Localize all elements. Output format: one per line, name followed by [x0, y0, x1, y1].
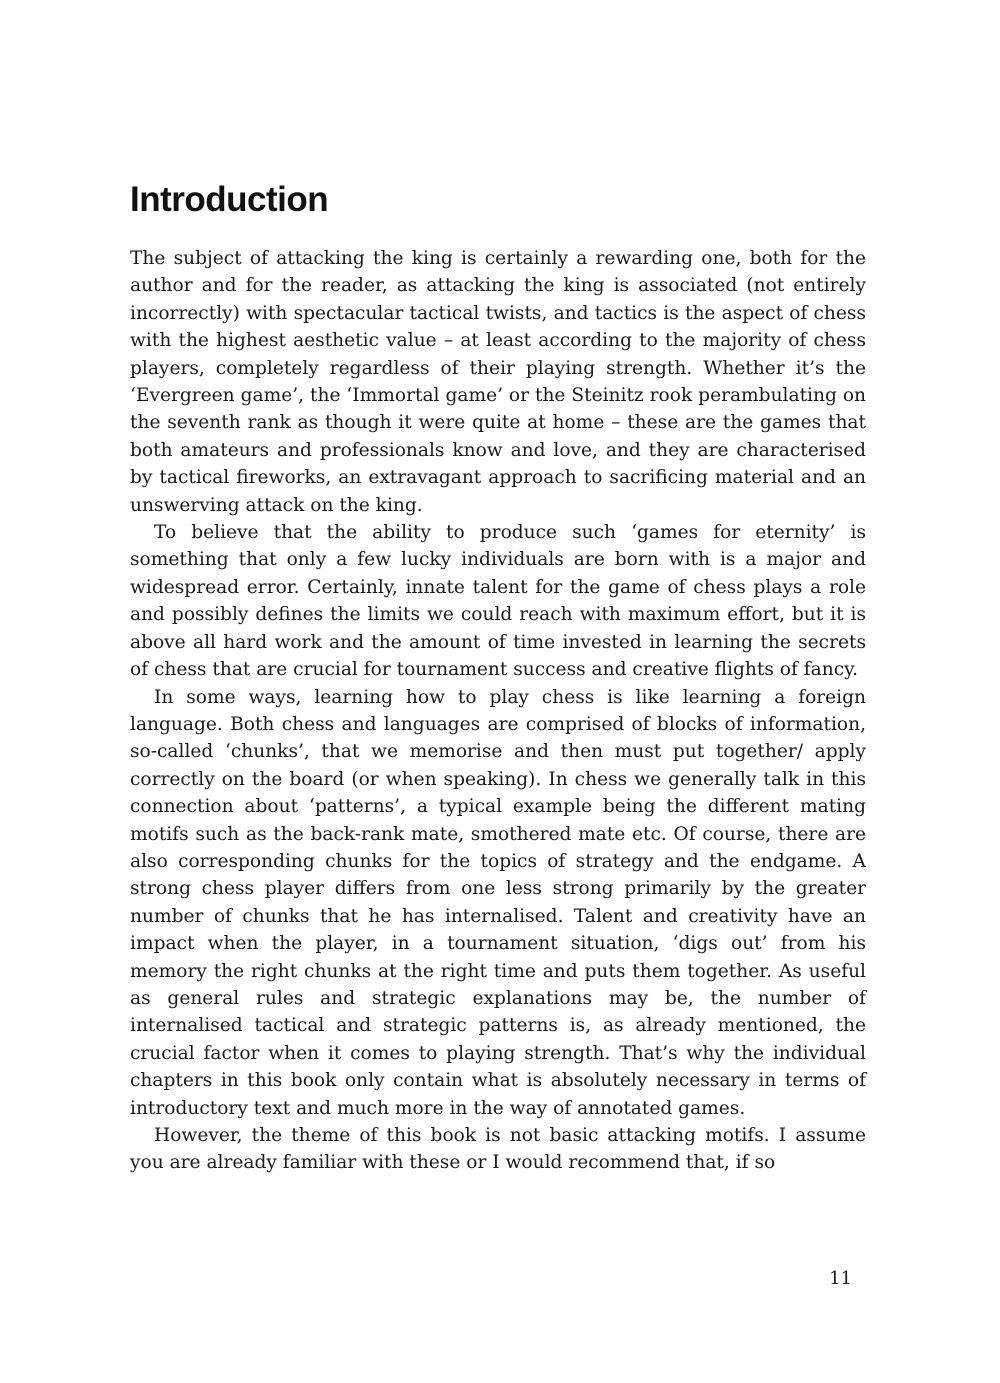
paragraph-1: The subject of attacking the king is certainly a rewarding one, both for the author and for the reader, as attacking the king is associated (not entirely incorrectly) with spectacular tactical twists, and tactics is the aspect of chess with the highest aesthetic value – at least according to the majority of chess players, completely regardless of their playing strength. Whether it’s the ‘Evergreen game’, the ‘Immortal game’ or the Steinitz rook perambulating on the seventh rank as though it were quite at home – these are the games that both amateurs and professionals know and love, and they are characterised by tactical fireworks, an extravagant approach to sacrificing material and an unswerving attack on the king.	[130, 248, 866, 516]
page-number: 11	[829, 1268, 852, 1289]
paragraph-4: However, the theme of this book is not basic attacking motifs. I assume you are already familiar with these or I would recommend that, if so	[130, 1125, 866, 1174]
paragraph-2: To believe that the ability to produce such ‘games for eternity’ is something that only a few lucky individuals are born with is a major and widespread error. Certainly, innate talent for the game of chess plays a role and possibly defines the limits we could reach with maximum effort, but it is above all hard work and the amount of time invested in learning the secrets of chess that are crucial for tournament success and creative flights of fancy.	[130, 522, 866, 681]
body-text	[130, 245, 866, 1177]
paragraph-3: In some ways, learning how to play chess is like learning a foreign language. Both chess and languages are comprised of blocks of information, so-called ‘chunks’, that we memorise and then must put together/ apply correctly on the board (or when speaking). In chess we generally talk in this connection about ‘patterns’, a typical example being the different mating motifs such as the back-rank mate, smothered mate etc. Of course, there are also corresponding chunks for the topics of strategy and the endgame. A strong chess player differs from one less strong primarily by the greater number of chunks that he has internalised. Talent and creativity have an impact when the player, in a tournament situation, ‘digs out’ from his memory the right chunks at the right time and puts them together. As useful as general rules and strategic explanations may be, the number of internalised tactical and strategic patterns is, as already mentioned, the crucial factor when it comes to playing strength. That’s why the individual chapters in this book only contain what is absolutely necessary in terms of introductory text and much more in the way of annotated games.	[130, 686, 866, 1119]
chapter-title: Introduction	[130, 180, 329, 219]
